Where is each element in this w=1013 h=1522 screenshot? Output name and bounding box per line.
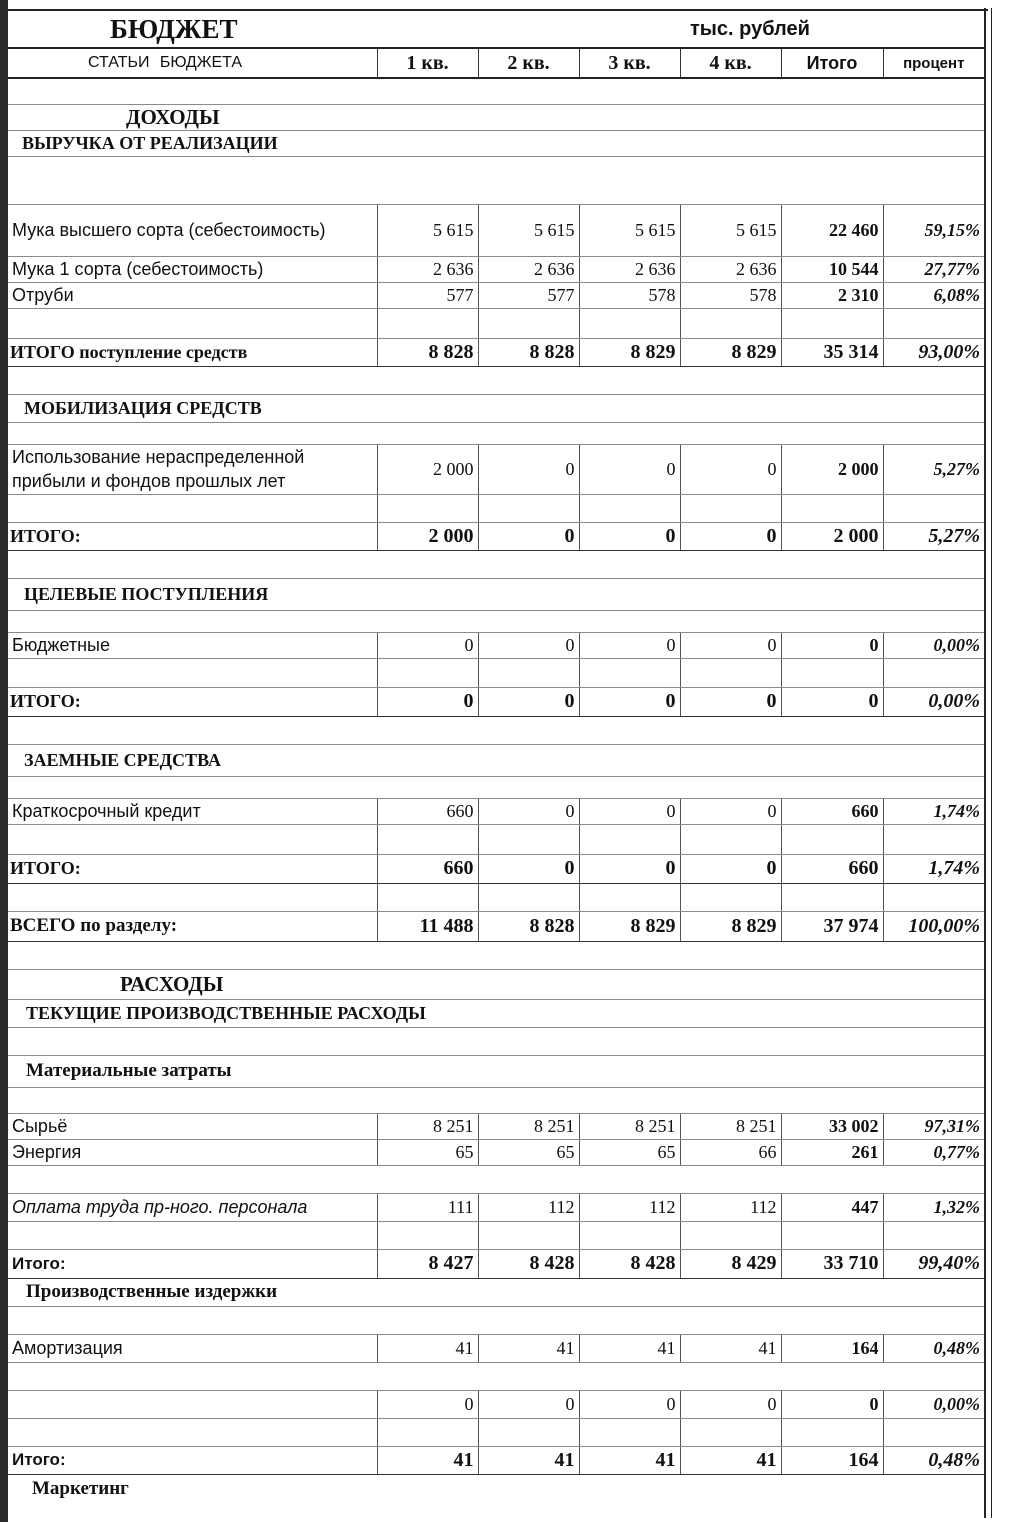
cell-total: 0 — [781, 632, 883, 658]
cell-q3: 8 428 — [579, 1249, 680, 1278]
grand-total-row — [8, 911, 984, 941]
units-label: тыс. рублей — [680, 12, 984, 48]
cell-q2: 8 251 — [478, 1113, 579, 1139]
row-label: Отруби — [8, 282, 377, 308]
expenses-heading: РАСХОДЫ — [8, 969, 984, 999]
cell-q2: 8 828 — [478, 911, 579, 941]
cell-percent: 5,27% — [883, 444, 984, 494]
targeted-heading: ЦЕЛЕВЫЕ ПОСТУПЛЕНИЯ — [8, 578, 984, 610]
cell-percent: 0,00% — [883, 687, 984, 716]
row-label: Итого: — [8, 1249, 377, 1278]
cell-q1: 5 615 — [377, 204, 478, 256]
subsection-production — [8, 1278, 984, 1306]
cell-q1: 0 — [377, 687, 478, 716]
cell-q4: 0 — [680, 798, 781, 824]
cell-percent: 0,00% — [883, 632, 984, 658]
sales-heading: ВЫРУЧКА ОТ РЕАЛИЗАЦИИ — [8, 130, 984, 156]
row-label — [8, 444, 377, 494]
cell-q3: 0 — [579, 522, 680, 550]
table-row — [8, 444, 984, 494]
cell-q4: 0 — [680, 687, 781, 716]
row-label: Энергия — [8, 1139, 377, 1165]
cell-percent: 97,31% — [883, 1113, 984, 1139]
cell-q2: 0 — [478, 632, 579, 658]
cell-q2: 0 — [478, 444, 579, 494]
cell-q3: 578 — [579, 282, 680, 308]
cell-q3: 0 — [579, 632, 680, 658]
row-label: Мука 1 сорта (себестоимость) — [8, 256, 377, 282]
cell-percent: 59,15% — [883, 204, 984, 256]
cell-q2: 0 — [478, 687, 579, 716]
cell-total: 660 — [781, 798, 883, 824]
cell-percent: 0,48% — [883, 1334, 984, 1362]
cell-percent: 1,32% — [883, 1193, 984, 1221]
cell-q4: 66 — [680, 1139, 781, 1165]
cell-q1: 41 — [377, 1446, 478, 1474]
cell-q4: 112 — [680, 1193, 781, 1221]
cell-q1: 0 — [377, 632, 478, 658]
cell-q4: 0 — [680, 632, 781, 658]
table-row — [8, 204, 984, 256]
cell-total: 0 — [781, 1390, 883, 1418]
cell-total: 164 — [781, 1446, 883, 1474]
subsection-material — [8, 1055, 984, 1087]
cell-q3: 41 — [579, 1334, 680, 1362]
table-row — [8, 632, 984, 658]
cell-q1: 2 636 — [377, 256, 478, 282]
cell-q2: 41 — [478, 1334, 579, 1362]
row-label: Сырьё — [8, 1113, 377, 1139]
subsection-current — [8, 999, 984, 1027]
total-row — [8, 687, 984, 716]
table-row — [8, 256, 984, 282]
row-label: ИТОГО: — [8, 854, 377, 883]
cell-total: 22 460 — [781, 204, 883, 256]
cell-q4: 8 829 — [680, 338, 781, 366]
cell-q4: 2 636 — [680, 256, 781, 282]
cell-q2: 0 — [478, 854, 579, 883]
row-label: ИТОГО: — [8, 687, 377, 716]
col-header-total: Итого — [781, 48, 883, 78]
cell-q1: 8 427 — [377, 1249, 478, 1278]
col-header-percent: процент — [883, 48, 984, 78]
cell-q1: 8 828 — [377, 338, 478, 366]
cell-q3: 0 — [579, 854, 680, 883]
total-row — [8, 338, 984, 366]
cell-q4: 8 829 — [680, 911, 781, 941]
cell-q2: 65 — [478, 1139, 579, 1165]
row-label: ИТОГО поступление средств — [8, 338, 377, 366]
cell-q4: 8 251 — [680, 1113, 781, 1139]
cell-q2: 8 828 — [478, 338, 579, 366]
marketing-heading: Маркетинг — [8, 1474, 984, 1504]
row-label: ВСЕГО по разделу: — [8, 911, 377, 941]
table-row — [8, 1139, 984, 1165]
mobilization-heading: МОБИЛИЗАЦИЯ СРЕДСТВ — [8, 394, 984, 422]
borrowed-heading: ЗАЕМНЫЕ СРЕДСТВА — [8, 744, 984, 776]
cell-q3: 0 — [579, 798, 680, 824]
cell-total: 0 — [781, 687, 883, 716]
column-header-row — [8, 48, 984, 78]
cell-q4: 0 — [680, 1390, 781, 1418]
cell-q2: 8 428 — [478, 1249, 579, 1278]
cell-total: 2 310 — [781, 282, 883, 308]
cell-q1: 111 — [377, 1193, 478, 1221]
row-label: Бюджетные — [8, 632, 377, 658]
cell-percent: 0,00% — [883, 1390, 984, 1418]
cell-q3: 5 615 — [579, 204, 680, 256]
cell-q2: 0 — [478, 522, 579, 550]
cell-q2: 577 — [478, 282, 579, 308]
page-title: БЮДЖЕТ — [8, 12, 377, 48]
cell-q3: 8 251 — [579, 1113, 680, 1139]
subsection-borrowed — [8, 744, 984, 776]
col-header-items: СТАТЬИ БЮДЖЕТА — [8, 48, 377, 78]
row-label-line1: Использование нераспределенной — [12, 447, 305, 467]
cell-percent: 6,08% — [883, 282, 984, 308]
cell-q4: 5 615 — [680, 204, 781, 256]
cell-q2: 112 — [478, 1193, 579, 1221]
cell-total: 33 710 — [781, 1249, 883, 1278]
cell-total: 164 — [781, 1334, 883, 1362]
cell-total: 2 000 — [781, 444, 883, 494]
section-expenses — [8, 969, 984, 999]
cell-q1: 660 — [377, 854, 478, 883]
col-header-q2: 2 кв. — [478, 48, 579, 78]
cell-q1: 2 000 — [377, 522, 478, 550]
row-label — [8, 1390, 377, 1418]
cell-total: 447 — [781, 1193, 883, 1221]
cell-q1: 41 — [377, 1334, 478, 1362]
table-row — [8, 798, 984, 824]
cell-q1: 2 000 — [377, 444, 478, 494]
cell-q3: 0 — [579, 687, 680, 716]
subsection-mobilization — [8, 394, 984, 422]
cell-percent: 1,74% — [883, 798, 984, 824]
cell-total: 10 544 — [781, 256, 883, 282]
cell-q1: 65 — [377, 1139, 478, 1165]
cell-percent: 5,27% — [883, 522, 984, 550]
sheet-top-border — [8, 9, 988, 11]
row-label: Мука высшего сорта (себестоимость) — [8, 204, 377, 256]
cell-q1: 0 — [377, 1390, 478, 1418]
cell-percent: 99,40% — [883, 1249, 984, 1278]
section-income — [8, 104, 984, 130]
cell-q3: 41 — [579, 1446, 680, 1474]
table-row — [8, 282, 984, 308]
col-header-q1: 1 кв. — [377, 48, 478, 78]
cell-q2: 0 — [478, 798, 579, 824]
total-row — [8, 1446, 984, 1474]
cell-q4: 41 — [680, 1446, 781, 1474]
cell-q1: 660 — [377, 798, 478, 824]
cell-q2: 2 636 — [478, 256, 579, 282]
cell-q3: 112 — [579, 1193, 680, 1221]
cell-percent: 27,77% — [883, 256, 984, 282]
material-heading: Материальные затраты — [8, 1055, 984, 1087]
title-row — [8, 12, 984, 48]
current-expenses-heading: ТЕКУЩИЕ ПРОИЗВОДСТВЕННЫЕ РАСХОДЫ — [8, 999, 984, 1027]
cell-q1: 577 — [377, 282, 478, 308]
budget-table — [8, 12, 984, 1504]
row-label: Амортизация — [8, 1334, 377, 1362]
cell-q2: 41 — [478, 1446, 579, 1474]
cell-q2: 0 — [478, 1390, 579, 1418]
cell-q3: 8 829 — [579, 911, 680, 941]
cell-q4: 8 429 — [680, 1249, 781, 1278]
subsection-targeted — [8, 578, 984, 610]
subsection-sales — [8, 130, 984, 156]
total-row — [8, 854, 984, 883]
row-label: Итого: — [8, 1446, 377, 1474]
cell-q4: 41 — [680, 1334, 781, 1362]
subsection-marketing — [8, 1474, 984, 1504]
cell-percent: 100,00% — [883, 911, 984, 941]
cell-q3: 0 — [579, 444, 680, 494]
cell-percent: 93,00% — [883, 338, 984, 366]
cell-q4: 0 — [680, 522, 781, 550]
table-row — [8, 1334, 984, 1362]
col-header-q3: 3 кв. — [579, 48, 680, 78]
cell-q3: 8 829 — [579, 338, 680, 366]
col-header-q4: 4 кв. — [680, 48, 781, 78]
cell-q1: 8 251 — [377, 1113, 478, 1139]
cell-q3: 0 — [579, 1390, 680, 1418]
scan-left-edge — [0, 0, 8, 1522]
row-label: Краткосрочный кредит — [8, 798, 377, 824]
cell-q4: 0 — [680, 854, 781, 883]
table-row — [8, 1390, 984, 1418]
total-row — [8, 522, 984, 550]
row-label: ИТОГО: — [8, 522, 377, 550]
cell-q3: 65 — [579, 1139, 680, 1165]
cell-q4: 578 — [680, 282, 781, 308]
cell-percent: 0,48% — [883, 1446, 984, 1474]
cell-total: 37 974 — [781, 911, 883, 941]
cell-total: 261 — [781, 1139, 883, 1165]
cell-total: 33 002 — [781, 1113, 883, 1139]
cell-total: 35 314 — [781, 338, 883, 366]
cell-percent: 0,77% — [883, 1139, 984, 1165]
cell-q3: 2 636 — [579, 256, 680, 282]
table-row — [8, 1193, 984, 1221]
row-label-line2: прибыли и фондов прошлых лет — [12, 471, 286, 491]
production-heading: Производственные издержки — [8, 1278, 984, 1306]
cell-percent: 1,74% — [883, 854, 984, 883]
cell-q1: 11 488 — [377, 911, 478, 941]
row-label: Оплата труда пр-ного. персонала — [8, 1193, 377, 1221]
cell-q4: 0 — [680, 444, 781, 494]
budget-sheet — [8, 12, 984, 1504]
cell-q2: 5 615 — [478, 204, 579, 256]
income-heading: ДОХОДЫ — [8, 104, 984, 130]
total-row — [8, 1249, 984, 1278]
sheet-right-border — [984, 8, 992, 1518]
table-row — [8, 1113, 984, 1139]
cell-total: 2 000 — [781, 522, 883, 550]
cell-total: 660 — [781, 854, 883, 883]
